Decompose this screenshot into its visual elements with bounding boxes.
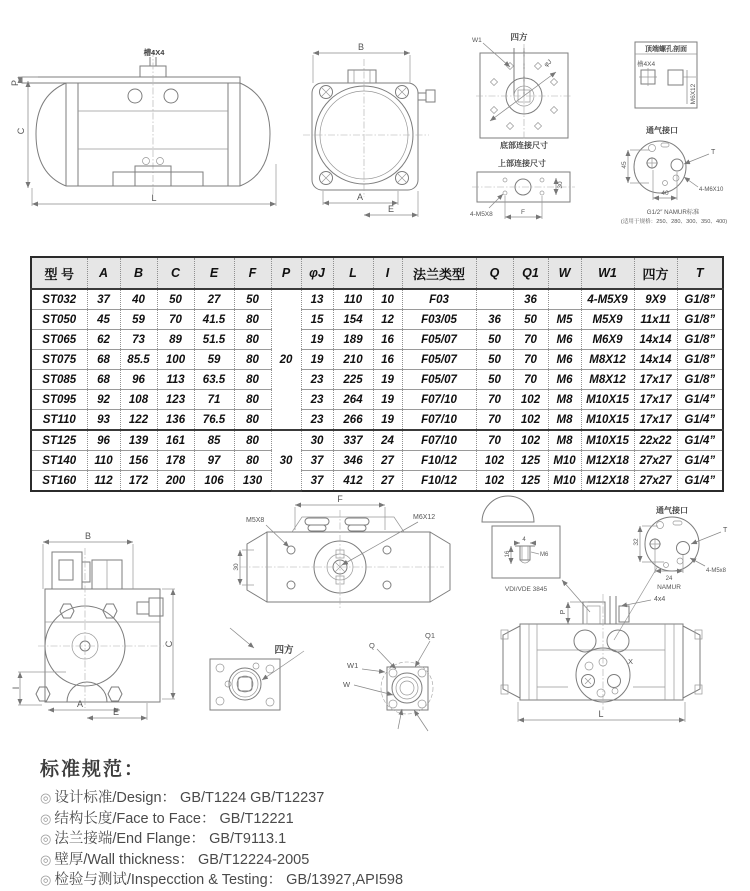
spec-cell: G1/8” bbox=[677, 350, 723, 370]
spec-cell: 17x17 bbox=[634, 410, 677, 431]
table-row bbox=[31, 350, 723, 370]
square-flange-drawing bbox=[198, 622, 310, 724]
spec-cell: 110 bbox=[333, 289, 373, 310]
column-header: T bbox=[677, 257, 723, 289]
spec-cell: M6 bbox=[548, 370, 581, 390]
table-row bbox=[31, 451, 723, 471]
standards-text: 结构长度/Face to Face： GB/T12221 bbox=[54, 810, 294, 827]
spec-cell: 80 bbox=[234, 350, 271, 370]
p-group-cell: 20 bbox=[271, 289, 301, 430]
table-row bbox=[31, 370, 723, 390]
spec-cell: G1/8” bbox=[677, 310, 723, 330]
spec-cell: 36 bbox=[476, 310, 513, 330]
spec-cell: 23 bbox=[301, 390, 333, 410]
top-drawings-section bbox=[0, 0, 750, 252]
top-section-vent-drawing bbox=[603, 20, 750, 238]
dim-40-label: 40 bbox=[661, 190, 669, 197]
spec-cell: 93 bbox=[87, 410, 120, 431]
dim-c2-label: C bbox=[164, 640, 174, 648]
connection-views-drawing bbox=[456, 20, 606, 240]
m6x12-label-2: M6X12 bbox=[413, 514, 436, 521]
side-view-dimensions bbox=[18, 77, 276, 206]
slot-4x4-label: 槽4X4 bbox=[143, 48, 165, 57]
spec-cell: F10/12 bbox=[402, 451, 476, 471]
dim-p-label: P bbox=[10, 79, 20, 87]
standards-item bbox=[40, 829, 750, 850]
dim-4-label: 4 bbox=[522, 537, 526, 543]
spec-cell: 50 bbox=[513, 310, 548, 330]
m6-label: M6 bbox=[540, 552, 549, 558]
spec-cell: M10 bbox=[548, 451, 581, 471]
table-row bbox=[31, 330, 723, 350]
x-label: X bbox=[628, 657, 634, 666]
w1-label: W1 bbox=[472, 37, 482, 44]
spec-cell: G1/4” bbox=[677, 451, 723, 471]
standards-item bbox=[40, 870, 750, 891]
m5x8-label: M5X8 bbox=[246, 517, 265, 524]
spec-cell: 37 bbox=[87, 289, 120, 310]
actuator-side-view-drawing bbox=[8, 14, 293, 246]
spec-cell: 27x27 bbox=[634, 451, 677, 471]
namur-caption-1: G1/2″ NAMUR标准 bbox=[646, 209, 700, 216]
actuator-side-view2-drawing bbox=[493, 590, 750, 740]
dim-e-label: E bbox=[387, 204, 395, 214]
dim-i-label: I bbox=[11, 686, 21, 690]
spec-cell: 70 bbox=[157, 310, 194, 330]
bottom-connection-caption: 底部连接尺寸 bbox=[500, 141, 548, 150]
w-label: W bbox=[343, 680, 351, 689]
label-4x4: 4x4 bbox=[654, 596, 666, 603]
spec-cell: 85 bbox=[194, 430, 234, 451]
standards-item bbox=[40, 809, 750, 830]
spec-cell: 59 bbox=[194, 350, 234, 370]
table-row bbox=[31, 410, 723, 431]
column-header: φJ bbox=[301, 257, 333, 289]
spec-cell: 11x11 bbox=[634, 310, 677, 330]
spec-cell: F07/10 bbox=[402, 390, 476, 410]
spec-cell: 110 bbox=[87, 451, 120, 471]
standards-text: 设计标准/Design： GB/T1224 GB/T12237 bbox=[54, 790, 325, 806]
spec-cell: 125 bbox=[513, 451, 548, 471]
dim-24-label: 24 bbox=[665, 576, 673, 582]
spec-cell: M6X9 bbox=[581, 330, 634, 350]
spec-cell: 12 bbox=[373, 310, 402, 330]
dim-30-label: 30 bbox=[557, 181, 564, 189]
top-connection-caption: 上部连接尺寸 bbox=[498, 159, 546, 168]
spec-cell: 15 bbox=[301, 310, 333, 330]
spec-cell: 266 bbox=[333, 410, 373, 431]
spec-cell: 30 bbox=[301, 430, 333, 451]
indicator-dome bbox=[482, 496, 534, 522]
spec-cell: 62 bbox=[87, 330, 120, 350]
spec-cell: M12X18 bbox=[581, 471, 634, 492]
column-header: E bbox=[194, 257, 234, 289]
spec-cell: 37 bbox=[301, 451, 333, 471]
spec-cell: 97 bbox=[194, 451, 234, 471]
ring-bullet-icon: ◎ bbox=[40, 810, 52, 826]
dim-30-label-2: 30 bbox=[233, 563, 240, 571]
column-header: P bbox=[271, 257, 301, 289]
round-flange-body bbox=[354, 641, 433, 731]
vent-bolts-label-2: 4-M5x8 bbox=[706, 568, 727, 574]
spec-cell: F03 bbox=[402, 289, 476, 310]
spec-cell: 92 bbox=[87, 390, 120, 410]
spec-cell: 80 bbox=[234, 370, 271, 390]
p-group-cell: 30 bbox=[271, 430, 301, 491]
dim-l2-label: L bbox=[598, 709, 604, 719]
spec-cell: 412 bbox=[333, 471, 373, 492]
spec-cell: G1/8” bbox=[677, 370, 723, 390]
standards-item bbox=[40, 788, 750, 809]
column-header: Q bbox=[476, 257, 513, 289]
spec-cell: 70 bbox=[476, 410, 513, 431]
spec-cell: 112 bbox=[87, 471, 120, 492]
spec-cell: 27x27 bbox=[634, 471, 677, 492]
spec-cell: 22x22 bbox=[634, 430, 677, 451]
spec-cell: F10/12 bbox=[402, 471, 476, 492]
spec-cell: M5 bbox=[548, 310, 581, 330]
spec-cell: 14x14 bbox=[634, 350, 677, 370]
dim-p2-label: P bbox=[560, 609, 567, 615]
column-header: 法兰类型 bbox=[402, 257, 476, 289]
spec-cell: F03/05 bbox=[402, 310, 476, 330]
side-view2-dimensions bbox=[518, 600, 685, 722]
spec-cell: 70 bbox=[513, 350, 548, 370]
model-cell: ST075 bbox=[31, 350, 87, 370]
spec-cell: 96 bbox=[87, 430, 120, 451]
spec-cell: M8 bbox=[548, 410, 581, 431]
spec-cell: 50 bbox=[476, 370, 513, 390]
vent-bolts-label: 4-M6X10 bbox=[699, 187, 724, 193]
spec-cell: 85.5 bbox=[120, 350, 157, 370]
spec-cell: F05/07 bbox=[402, 330, 476, 350]
standards-title: 标准规范： bbox=[40, 759, 146, 780]
spec-cell: 16 bbox=[373, 330, 402, 350]
spec-cell: 154 bbox=[333, 310, 373, 330]
spec-cell: 27 bbox=[373, 451, 402, 471]
spec-cell: G1/8” bbox=[677, 330, 723, 350]
spec-cell: 19 bbox=[301, 330, 333, 350]
top-section-title: 顶端螺孔剖面 bbox=[645, 46, 687, 53]
spec-cell: 9X9 bbox=[634, 289, 677, 310]
model-cell: ST065 bbox=[31, 330, 87, 350]
spec-cell: F05/07 bbox=[402, 370, 476, 390]
ring-bullet-icon: ◎ bbox=[40, 790, 52, 805]
model-cell: ST095 bbox=[31, 390, 87, 410]
spec-cell: 17x17 bbox=[634, 390, 677, 410]
namur-caption-2: (适用于规格：250、280、300、350、400) bbox=[620, 219, 728, 225]
spec-cell: 200 bbox=[157, 471, 194, 492]
dim-c-label: C bbox=[16, 127, 26, 135]
spec-cell: 70 bbox=[513, 370, 548, 390]
model-cell: ST160 bbox=[31, 471, 87, 492]
spec-cell: 89 bbox=[157, 330, 194, 350]
ring-bullet-icon: ◎ bbox=[40, 851, 52, 867]
model-cell: ST032 bbox=[31, 289, 87, 310]
spec-cell: 100 bbox=[157, 350, 194, 370]
spec-cell: M8 bbox=[548, 390, 581, 410]
dim-f2-label: F bbox=[337, 494, 343, 504]
table-row bbox=[31, 289, 723, 310]
standards-list bbox=[40, 788, 750, 891]
spec-cell: G1/4” bbox=[677, 430, 723, 451]
spec-cell: 80 bbox=[234, 310, 271, 330]
vent-title-2: 通气接口 bbox=[656, 506, 688, 515]
spec-table bbox=[30, 256, 724, 492]
w1-label-2: W1 bbox=[347, 661, 359, 670]
spec-cell: 96 bbox=[120, 370, 157, 390]
spec-cell: M6 bbox=[548, 330, 581, 350]
phi-j-label: φJ bbox=[542, 58, 554, 69]
spec-cell: M8 bbox=[548, 430, 581, 451]
spec-cell: 68 bbox=[87, 350, 120, 370]
spec-cell: 50 bbox=[157, 289, 194, 310]
table-row bbox=[31, 390, 723, 410]
spec-cell: 123 bbox=[157, 390, 194, 410]
spec-cell: 172 bbox=[120, 471, 157, 492]
table-row bbox=[31, 430, 723, 451]
dim-f-label: F bbox=[521, 209, 525, 216]
spec-cell: G1/4” bbox=[677, 410, 723, 431]
standards-item bbox=[40, 850, 750, 871]
standards-section bbox=[40, 754, 750, 891]
bolt-pattern-label: 4-M5X8 bbox=[470, 211, 493, 218]
spec-cell: 40 bbox=[120, 289, 157, 310]
standards-text: 检验与测试/Inspecction & Testing： GB/13927,API598 bbox=[54, 872, 404, 888]
model-cell: ST050 bbox=[31, 310, 87, 330]
spec-cell: 19 bbox=[373, 370, 402, 390]
model-cell: ST110 bbox=[31, 410, 87, 431]
spec-cell: 80 bbox=[234, 390, 271, 410]
spec-cell: 59 bbox=[120, 310, 157, 330]
model-cell: ST085 bbox=[31, 370, 87, 390]
spec-cell: 41.5 bbox=[194, 310, 234, 330]
t-port-label: T bbox=[711, 149, 716, 156]
spec-cell: 106 bbox=[194, 471, 234, 492]
spec-cell: 23 bbox=[301, 410, 333, 431]
table-row bbox=[31, 471, 723, 492]
dim-b2-label: B bbox=[84, 531, 92, 541]
spec-cell: M10X15 bbox=[581, 430, 634, 451]
column-header: W bbox=[548, 257, 581, 289]
q-label: Q bbox=[369, 641, 375, 650]
spec-cell: F07/10 bbox=[402, 430, 476, 451]
spec-cell: 113 bbox=[157, 370, 194, 390]
spec-cell: M8X12 bbox=[581, 350, 634, 370]
column-header: L bbox=[333, 257, 373, 289]
column-header: A bbox=[87, 257, 120, 289]
dim-a-label: A bbox=[356, 192, 364, 202]
actuator-top-view-drawing bbox=[232, 492, 474, 624]
mid-drawings-section bbox=[0, 492, 750, 742]
slot-4x4-label-2: 槽4X4 bbox=[637, 61, 656, 68]
spec-cell: 80 bbox=[234, 451, 271, 471]
spec-cell: 68 bbox=[87, 370, 120, 390]
spec-cell: 19 bbox=[373, 390, 402, 410]
spec-cell: 337 bbox=[333, 430, 373, 451]
side-view-body bbox=[22, 50, 270, 194]
spec-cell: 346 bbox=[333, 451, 373, 471]
spec-cell: 63.5 bbox=[194, 370, 234, 390]
standards-text: 法兰接端/End Flange： GB/T9113.1 bbox=[54, 831, 287, 847]
spec-cell: F07/10 bbox=[402, 410, 476, 431]
spec-cell: 189 bbox=[333, 330, 373, 350]
spec-cell: 102 bbox=[476, 471, 513, 492]
model-cell: ST125 bbox=[31, 430, 87, 451]
spec-cell: 161 bbox=[157, 430, 194, 451]
spec-cell: 16 bbox=[373, 350, 402, 370]
spec-cell: 19 bbox=[373, 410, 402, 431]
spec-cell: 102 bbox=[476, 451, 513, 471]
spec-cell: 108 bbox=[120, 390, 157, 410]
spec-cell: 37 bbox=[301, 471, 333, 492]
column-header: W1 bbox=[581, 257, 634, 289]
dim-32-label: 32 bbox=[633, 538, 640, 546]
spec-cell: 13 bbox=[301, 289, 333, 310]
model-cell: ST140 bbox=[31, 451, 87, 471]
spec-cell: 80 bbox=[234, 430, 271, 451]
top-view-body bbox=[240, 510, 450, 610]
front-view-dimensions bbox=[18, 542, 175, 720]
spec-cell: 51.5 bbox=[194, 330, 234, 350]
ring-bullet-icon: ◎ bbox=[40, 872, 52, 887]
namur-caption: NAMUR bbox=[657, 584, 681, 591]
column-header: 四方 bbox=[634, 257, 677, 289]
vent-title: 通气接口 bbox=[646, 126, 678, 135]
spec-cell: 102 bbox=[513, 390, 548, 410]
m6x12-label: M6X12 bbox=[690, 83, 697, 105]
spec-cell: 10 bbox=[373, 289, 402, 310]
spec-cell: 36 bbox=[513, 289, 548, 310]
square-drive-label-2: 四方 bbox=[274, 645, 294, 656]
spec-cell: 45 bbox=[87, 310, 120, 330]
dim-16-label: 16 bbox=[505, 550, 511, 558]
spec-cell: G1/4” bbox=[677, 390, 723, 410]
front-view-body bbox=[36, 548, 164, 708]
spec-cell: 136 bbox=[157, 410, 194, 431]
dim-e2-label: E bbox=[112, 707, 120, 717]
spec-cell: 71 bbox=[194, 390, 234, 410]
spec-cell: 225 bbox=[333, 370, 373, 390]
spec-cell: M12X18 bbox=[581, 451, 634, 471]
spec-cell bbox=[548, 289, 581, 310]
column-header: I bbox=[373, 257, 402, 289]
spec-cell bbox=[476, 289, 513, 310]
ring-bullet-icon: ◎ bbox=[40, 831, 52, 846]
spec-cell: 102 bbox=[513, 410, 548, 431]
square-flange-body bbox=[210, 628, 304, 710]
spec-cell: 23 bbox=[301, 370, 333, 390]
dim-45-label: 45 bbox=[621, 161, 628, 169]
dim-l-label: L bbox=[151, 193, 157, 203]
actuator-end-view-drawing bbox=[283, 33, 473, 245]
spec-cell: 50 bbox=[476, 330, 513, 350]
spec-cell: 139 bbox=[120, 430, 157, 451]
vdi-vde-caption: VDI/VDE 3845 bbox=[504, 586, 548, 593]
spec-cell: 70 bbox=[476, 390, 513, 410]
column-header: F bbox=[234, 257, 271, 289]
spec-cell: 156 bbox=[120, 451, 157, 471]
spec-cell: 73 bbox=[120, 330, 157, 350]
spec-cell: 70 bbox=[476, 430, 513, 451]
spec-cell: 125 bbox=[513, 471, 548, 492]
spec-cell: 80 bbox=[234, 410, 271, 431]
spec-cell: 50 bbox=[234, 289, 271, 310]
spec-cell: 14x14 bbox=[634, 330, 677, 350]
column-header: 型 号 bbox=[31, 257, 87, 289]
spec-cell: 76.5 bbox=[194, 410, 234, 431]
spec-cell: M8X12 bbox=[581, 370, 634, 390]
spec-cell: 19 bbox=[301, 350, 333, 370]
spec-cell: 178 bbox=[157, 451, 194, 471]
round-flange-drawing bbox=[336, 615, 484, 737]
spec-cell: M10X15 bbox=[581, 390, 634, 410]
spec-cell: M5X9 bbox=[581, 310, 634, 330]
spec-cell: M10X15 bbox=[581, 410, 634, 431]
side-view2-body bbox=[501, 594, 702, 710]
bottom-connection-view bbox=[476, 43, 572, 140]
spec-cell: 4-M5X9 bbox=[581, 289, 634, 310]
dim-a2-label: A bbox=[76, 699, 84, 709]
column-header: Q1 bbox=[513, 257, 548, 289]
spec-cell: 50 bbox=[476, 350, 513, 370]
end-view-body bbox=[303, 59, 435, 197]
spec-cell: 70 bbox=[513, 330, 548, 350]
spec-cell: G1/4” bbox=[677, 471, 723, 492]
column-header: C bbox=[157, 257, 194, 289]
spec-cell: 102 bbox=[513, 430, 548, 451]
t-port-label-2: T bbox=[723, 527, 728, 534]
spec-cell: 27 bbox=[373, 471, 402, 492]
spec-cell: G1/8” bbox=[677, 289, 723, 310]
q1-label: Q1 bbox=[425, 631, 436, 640]
spec-cell: M6 bbox=[548, 350, 581, 370]
spec-table-wrap bbox=[30, 256, 722, 492]
spec-cell: 27 bbox=[194, 289, 234, 310]
spec-cell: F05/07 bbox=[402, 350, 476, 370]
spec-cell: 122 bbox=[120, 410, 157, 431]
spec-cell: M10 bbox=[548, 471, 581, 492]
spec-cell: 17x17 bbox=[634, 370, 677, 390]
spec-cell: 80 bbox=[234, 330, 271, 350]
dim-b-label: B bbox=[357, 42, 365, 52]
column-header: B bbox=[120, 257, 157, 289]
spec-cell: 264 bbox=[333, 390, 373, 410]
spec-cell: 130 bbox=[234, 471, 271, 492]
standards-text: 壁厚/Wall thickness： GB/T12224-2005 bbox=[54, 851, 310, 868]
spec-cell: 210 bbox=[333, 350, 373, 370]
square-drive-label: 四方 bbox=[510, 32, 528, 42]
spec-cell: 24 bbox=[373, 430, 402, 451]
table-row bbox=[31, 310, 723, 330]
